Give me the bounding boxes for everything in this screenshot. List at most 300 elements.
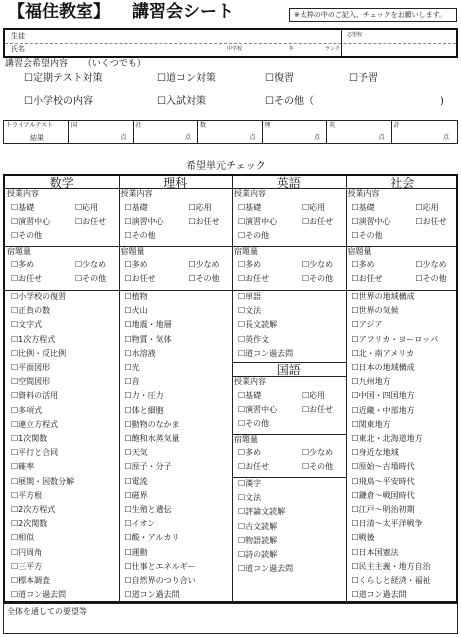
science-lesson-option[interactable] (125, 204, 148, 212)
math-homework-option[interactable] (75, 261, 106, 269)
japanese-divider-homework (232, 477, 346, 478)
unit-item-label: 平面図形 (18, 363, 51, 372)
math-homework-option[interactable] (11, 275, 42, 283)
unit-item-label: 民主主義・地方自治 (358, 561, 431, 571)
social-unit-item[interactable] (352, 321, 383, 329)
science-homework-option[interactable] (189, 275, 220, 283)
unit-item-label: 評論文読解 (245, 507, 286, 517)
unit-item-label: 2次関数 (18, 519, 48, 529)
trial-unit-text: 点 (185, 134, 192, 141)
math-unit-item[interactable] (11, 563, 42, 571)
english-lesson-option[interactable] (302, 204, 325, 212)
math-lesson-option[interactable] (11, 218, 50, 226)
science-unit-item[interactable] (125, 478, 148, 486)
unit-item-label: 原始～古墳時代 (358, 462, 415, 472)
unit-item-label: 文法 (245, 493, 262, 503)
math-unit-item[interactable] (11, 449, 58, 457)
unit-item-label: 世界の気候 (358, 306, 399, 316)
unit-item-label: 2次方程式 (18, 505, 56, 514)
unit-item-label: 音 (131, 377, 140, 387)
name-label: 氏名 (11, 45, 25, 53)
unit-item-label: 日本国憲法 (358, 547, 399, 557)
unit-item-label: 日清～太平洋戦争 (358, 519, 423, 529)
science-unit-item[interactable] (125, 421, 180, 429)
english-unit-item[interactable] (238, 336, 269, 344)
social-unit-item[interactable] (352, 364, 415, 372)
social-lesson-title (348, 190, 380, 198)
unit-item-label: 1次関数 (18, 434, 48, 443)
trial-col-divider (391, 121, 392, 143)
english-homework-title (234, 248, 258, 256)
science-unit-item[interactable] (125, 307, 148, 315)
trial-title: トライアルテスト (6, 122, 54, 129)
homework-option-label: お任せ (245, 274, 270, 283)
social-unit-item[interactable] (352, 506, 415, 514)
science-homework-option[interactable] (189, 261, 220, 269)
lesson-option-label: その他 (358, 231, 383, 240)
option-preview[interactable] (349, 74, 378, 84)
lesson-option-label: お任せ (82, 217, 107, 226)
unit-item-label: アジア (358, 320, 383, 330)
japanese-homework-option[interactable] (238, 449, 261, 457)
student-id-field[interactable] (45, 30, 185, 42)
social-unit-item[interactable] (352, 463, 415, 471)
math-unit-item[interactable] (11, 307, 50, 315)
science-unit-item[interactable] (125, 591, 180, 599)
science-unit-item[interactable] (125, 492, 148, 500)
homework-title-text: 宿題量 (7, 247, 31, 256)
science-unit-item[interactable] (125, 407, 164, 415)
math-unit-item[interactable] (11, 364, 50, 372)
english-homework-option[interactable] (238, 261, 261, 269)
unit-item-label: 身近な地域 (358, 448, 399, 458)
lesson-title-text: 授業内容 (234, 377, 266, 386)
choice-note: （いくつでも） (82, 59, 146, 69)
target-school-label: 志望校 (347, 32, 363, 38)
lesson-option-label: 演習中心 (18, 217, 51, 226)
social-unit-item[interactable] (352, 534, 375, 542)
trial-score-field[interactable] (264, 131, 313, 142)
english-lesson-option[interactable] (238, 218, 277, 226)
science-unit-item[interactable] (125, 449, 148, 457)
math-unit-item[interactable] (11, 463, 34, 471)
english-unit-item[interactable] (238, 350, 293, 358)
student-info-table (3, 28, 458, 58)
homework-title-text: 宿題量 (347, 247, 372, 256)
trial-subject-label (136, 123, 142, 129)
math-unit-item[interactable] (11, 591, 66, 599)
social-unit-item[interactable] (352, 449, 399, 457)
math-homework-option[interactable] (75, 275, 106, 283)
japanese-homework-option[interactable] (238, 463, 269, 471)
math-unit-item[interactable] (11, 321, 42, 329)
math-lesson-option[interactable] (11, 232, 42, 240)
science-unit-item[interactable] (125, 506, 172, 514)
japanese-homework-option[interactable] (302, 449, 333, 457)
lesson-option-label: 基礎 (245, 391, 262, 400)
option-elementary[interactable] (24, 97, 93, 107)
trial-subject-text: 社 (135, 122, 142, 129)
social-lesson-option[interactable] (352, 218, 391, 226)
homework-option-label: 少なめ (82, 260, 107, 269)
lesson-title-text: 授業内容 (347, 189, 380, 198)
science-unit-item[interactable] (125, 293, 148, 301)
trial-score-field[interactable] (135, 131, 184, 142)
subject-header-text: 社会 (390, 176, 415, 190)
page-title: 【福住教室】 (8, 2, 110, 22)
english-unit-item[interactable] (238, 307, 261, 315)
social-unit-item[interactable] (352, 563, 431, 571)
school-suffix: 中学校 (227, 46, 243, 52)
social-unit-item[interactable] (352, 577, 431, 585)
social-unit-item[interactable] (352, 350, 415, 358)
math-unit-item[interactable] (11, 435, 47, 443)
unit-item-label: 多項式 (18, 405, 43, 415)
math-unit-item[interactable] (11, 492, 42, 500)
lesson-option-label: お任せ (309, 405, 334, 414)
math-unit-item[interactable] (11, 421, 58, 429)
unit-col-divider (346, 176, 347, 601)
math-unit-item[interactable] (11, 378, 50, 386)
header-divider (5, 188, 456, 189)
social-homework-option[interactable] (352, 275, 383, 283)
trial-unit-label (250, 135, 256, 141)
science-unit-item[interactable] (125, 392, 164, 400)
english-lesson-title (234, 190, 266, 198)
english-homework-option[interactable] (238, 275, 269, 283)
social-unit-item[interactable] (352, 336, 439, 344)
lesson-option-label: 演習中心 (358, 217, 391, 226)
homework-option-label: お任せ (18, 274, 43, 283)
trial-unit-text: 点 (120, 134, 127, 141)
science-unit-item[interactable] (125, 364, 140, 372)
math-lesson-option[interactable] (75, 204, 98, 212)
unit-item-label: 近畿・中部地方 (358, 405, 415, 415)
unit-item-label: 運動 (131, 547, 148, 557)
unit-item-label: 円周角 (18, 547, 43, 557)
japanese-lesson-title (234, 378, 266, 386)
trial-unit-text: 点 (378, 134, 385, 141)
trial-subject-text: 理 (264, 122, 271, 129)
social-lesson-option[interactable] (416, 218, 447, 226)
unit-item-label: 植物 (131, 292, 148, 301)
social-unit-item[interactable] (352, 407, 415, 415)
science-unit-item[interactable] (125, 463, 172, 471)
unit-item-label: 飽和水蒸気量 (131, 434, 180, 443)
unit-item-label: 展開・因数分解 (18, 476, 75, 486)
trial-divider (68, 121, 69, 143)
unit-item-label: 空間図形 (18, 377, 51, 387)
option-label: 予習 (357, 73, 378, 84)
unit-item-label: 仕事とエネルギー (131, 561, 196, 571)
year-suffix: 年 (289, 46, 295, 52)
lesson-option-label: お任せ (309, 217, 334, 226)
unit-item-label: イオン (131, 519, 156, 529)
social-unit-item[interactable] (352, 478, 415, 486)
lesson-option-label: その他 (245, 419, 270, 428)
unit-item-label: 中国・四国地方 (358, 391, 415, 401)
option-exam[interactable] (157, 97, 206, 107)
option-review[interactable] (265, 74, 294, 84)
choice-title (5, 60, 146, 69)
unit-item-label: 天気 (131, 448, 148, 458)
target-school-field[interactable] (347, 42, 452, 56)
trial-col-divider (197, 121, 198, 143)
unit-col-divider (119, 176, 120, 601)
math-homework-title (7, 248, 31, 256)
page-subtitle: 講習会シート (132, 2, 234, 22)
homework-option-label: 多め (18, 260, 35, 269)
trial-subject-label (394, 123, 400, 129)
lesson-option-label: その他 (18, 231, 43, 240)
unit-item-label: 火山 (131, 306, 148, 316)
unit-item-label: 道コン過去問 (131, 590, 180, 600)
japanese-unit-item[interactable] (238, 551, 277, 559)
option-label: 定期テスト対策 (32, 73, 103, 84)
science-unit-item[interactable] (125, 534, 180, 542)
lesson-option-label: 応用 (82, 203, 99, 212)
social-homework-option[interactable] (416, 261, 447, 269)
unit-item-label: 体と細胞 (131, 405, 164, 415)
unit-item-label: 電流 (131, 476, 148, 486)
japanese-homework-title (234, 436, 258, 444)
homework-option-label: その他 (195, 274, 220, 283)
unit-item-label: 資料の活用 (18, 391, 59, 401)
english-lesson-option[interactable] (238, 232, 269, 240)
homework-option-label: お任せ (245, 462, 270, 471)
math-unit-item[interactable] (11, 336, 55, 344)
trial-score-field[interactable] (70, 131, 119, 142)
english-homework-option[interactable] (302, 261, 333, 269)
social-homework-option[interactable] (352, 261, 375, 269)
unit-check-title: 希望単元チェック (186, 161, 266, 172)
science-unit-item[interactable] (125, 336, 172, 344)
trial-result-label: 結果 (30, 134, 44, 142)
trial-col-divider (326, 121, 327, 143)
math-unit-item[interactable] (11, 549, 42, 557)
trial-score-field[interactable] (199, 131, 248, 142)
unit-item-label: 動物のなかま (131, 419, 180, 429)
unit-check-table (3, 174, 458, 603)
math-unit-item[interactable] (11, 520, 47, 528)
unit-col-divider (232, 176, 233, 601)
science-lesson-option[interactable] (189, 204, 212, 212)
trial-subject-text: 数 (200, 122, 207, 129)
math-unit-item[interactable] (11, 577, 50, 585)
unit-item-label: 比例・反比例 (18, 348, 67, 358)
trial-score-field[interactable] (328, 131, 377, 142)
homework-title-text: 宿題量 (234, 435, 258, 444)
science-unit-item[interactable] (125, 435, 180, 443)
unit-item-label: 単語 (245, 292, 262, 301)
social-unit-item[interactable] (352, 378, 391, 386)
unit-item-label: 水溶液 (131, 348, 156, 358)
unit-item-label: 生殖と遺伝 (131, 505, 172, 514)
math-unit-item[interactable] (11, 293, 66, 301)
science-unit-item[interactable] (125, 577, 196, 585)
science-unit-item[interactable] (125, 350, 156, 358)
japanese-unit-item[interactable] (238, 494, 261, 502)
science-lesson-option[interactable] (125, 232, 156, 240)
japanese-unit-item[interactable] (238, 523, 277, 531)
lesson-divider (5, 246, 456, 247)
japanese-unit-item[interactable] (238, 480, 261, 488)
science-unit-item[interactable] (125, 321, 172, 329)
option-other[interactable] (265, 97, 314, 107)
lesson-option-label: お任せ (422, 217, 447, 226)
unit-item-label: 戦後 (358, 533, 375, 543)
math-unit-item[interactable] (11, 350, 66, 358)
unit-item-label: 東北・北海道地方 (358, 434, 423, 443)
lesson-option-label: 演習中心 (245, 405, 278, 414)
unit-item-label: 世界の地域構成 (358, 292, 415, 301)
unit-item-label: 関東地方 (358, 419, 391, 429)
science-lesson-option[interactable] (189, 218, 220, 226)
math-lesson-option[interactable] (75, 218, 106, 226)
social-unit-item[interactable] (352, 492, 415, 500)
subject-header-text: 数学 (49, 176, 74, 190)
homework-title-text: 宿題量 (234, 247, 258, 256)
science-homework-option[interactable] (125, 275, 156, 283)
social-unit-item[interactable] (352, 392, 415, 400)
japanese-lesson-option[interactable] (302, 406, 333, 414)
japanese-lesson-option[interactable] (238, 392, 261, 400)
trial-unit-label (121, 135, 127, 141)
math-unit-item[interactable] (11, 506, 55, 514)
social-unit-item[interactable] (352, 435, 423, 443)
lesson-option-label: 基礎 (131, 203, 148, 212)
option-teiki-test[interactable] (24, 74, 103, 84)
japanese-lesson-option[interactable] (238, 420, 269, 428)
homework-option-label: 多め (131, 260, 148, 269)
science-unit-item[interactable] (125, 378, 140, 386)
homework-option-label: 少なめ (422, 260, 447, 269)
social-homework-option[interactable] (416, 275, 447, 283)
subject-header-text: 英語 (276, 176, 301, 190)
math-unit-item[interactable] (11, 407, 42, 415)
homework-option-label: 少なめ (309, 260, 334, 269)
homework-option-label: お任せ (131, 274, 156, 283)
social-unit-item[interactable] (352, 421, 391, 429)
social-lesson-option[interactable] (352, 204, 375, 212)
japanese-unit-item[interactable] (238, 565, 293, 573)
unit-item-label: 地震・地層 (131, 320, 172, 330)
unit-item-label: 酸・アルカリ (131, 533, 180, 543)
english-homework-option[interactable] (302, 275, 333, 283)
instruction-note: ※太枠の中のご記入、チェックをお願いします。 (289, 8, 457, 22)
trial-unit-label (443, 135, 449, 141)
option-label: 道コン対策 (165, 73, 216, 84)
subject-header-text: 国語 (276, 363, 301, 377)
trial-test-table (3, 120, 458, 144)
unit-item-label: 鎌倉～戦国時代 (358, 490, 415, 500)
homework-option-label: その他 (309, 274, 334, 283)
unit-item-label: 文法 (245, 306, 262, 316)
english-lesson-option[interactable] (302, 218, 333, 226)
info-col-divider (341, 30, 342, 56)
homework-divider (5, 290, 456, 291)
homework-option-label: 多め (245, 260, 262, 269)
lesson-option-label: 演習中心 (245, 217, 278, 226)
social-unit-item[interactable] (352, 591, 407, 599)
social-unit-item[interactable] (352, 520, 423, 528)
english-unit-item[interactable] (238, 321, 277, 329)
science-unit-item[interactable] (125, 520, 156, 528)
homework-option-label: 多め (245, 448, 262, 457)
trial-unit-text: 点 (443, 134, 450, 141)
unit-item-label: 力・圧力 (131, 391, 164, 401)
science-lesson-title (121, 190, 153, 198)
trial-subject-text: 計 (393, 122, 400, 129)
japanese-homework-option[interactable] (302, 463, 333, 471)
unit-item-label: 日本の地域構成 (358, 363, 415, 372)
unit-item-label: 原子・分子 (131, 462, 172, 472)
english-lesson-option[interactable] (238, 204, 261, 212)
science-unit-item[interactable] (125, 549, 148, 557)
unit-item-label: アフリカ・ヨーロッパ (358, 334, 439, 344)
option-label: 小学校の内容 (32, 96, 93, 107)
math-unit-item[interactable] (11, 478, 74, 486)
trial-score-field[interactable] (393, 131, 442, 142)
trial-unit-text: 点 (249, 134, 256, 141)
unit-item-label: 文字式 (18, 320, 43, 330)
math-unit-item[interactable] (11, 534, 34, 542)
other-text-field[interactable] (335, 95, 435, 109)
lesson-option-label: 基礎 (358, 203, 375, 212)
subject-header-text: 理科 (163, 176, 188, 190)
trial-unit-label (314, 135, 320, 141)
math-unit-item[interactable] (11, 392, 58, 400)
homework-option-label: その他 (309, 462, 334, 471)
unit-item-label: 相似 (18, 533, 35, 543)
social-lesson-option[interactable] (416, 204, 439, 212)
math-lesson-option[interactable] (11, 204, 34, 212)
lesson-option-label: 応用 (422, 203, 439, 212)
homework-option-label: その他 (422, 274, 447, 283)
unit-item-label: 道コン過去問 (358, 590, 407, 600)
trial-subject-label (265, 123, 271, 129)
science-unit-item[interactable] (125, 563, 196, 571)
unit-item-label: 道コン過去問 (245, 348, 294, 358)
japanese-unit-item[interactable] (238, 508, 285, 516)
homework-option-label: お任せ (358, 274, 383, 283)
unit-item-label: 正負の数 (18, 306, 51, 316)
social-unit-item[interactable] (352, 307, 399, 315)
japanese-lesson-option[interactable] (238, 406, 277, 414)
option-label: その他（ (273, 96, 314, 107)
japanese-lesson-option[interactable] (302, 392, 325, 400)
lesson-option-label: 基礎 (245, 203, 262, 212)
lesson-title-text: 授業内容 (234, 189, 266, 198)
overall-request-field[interactable] (3, 603, 458, 634)
unit-item-label: 平方根 (18, 490, 43, 500)
social-lesson-option[interactable] (352, 232, 383, 240)
japanese-unit-item[interactable] (238, 537, 277, 545)
unit-item-label: 平行と合同 (18, 448, 59, 458)
science-homework-option[interactable] (125, 261, 148, 269)
lesson-title-text: 授業内容 (120, 189, 153, 198)
science-lesson-option[interactable] (125, 218, 164, 226)
lesson-option-label: お任せ (195, 217, 220, 226)
math-homework-option[interactable] (11, 261, 34, 269)
social-unit-item[interactable] (352, 293, 415, 301)
name-field[interactable] (45, 44, 215, 56)
english-unit-item[interactable] (238, 293, 261, 301)
option-docon[interactable] (157, 74, 216, 84)
lesson-option-label: 演習中心 (131, 217, 164, 226)
unit-item-label: 古文読解 (245, 521, 278, 531)
social-unit-item[interactable] (352, 549, 399, 557)
